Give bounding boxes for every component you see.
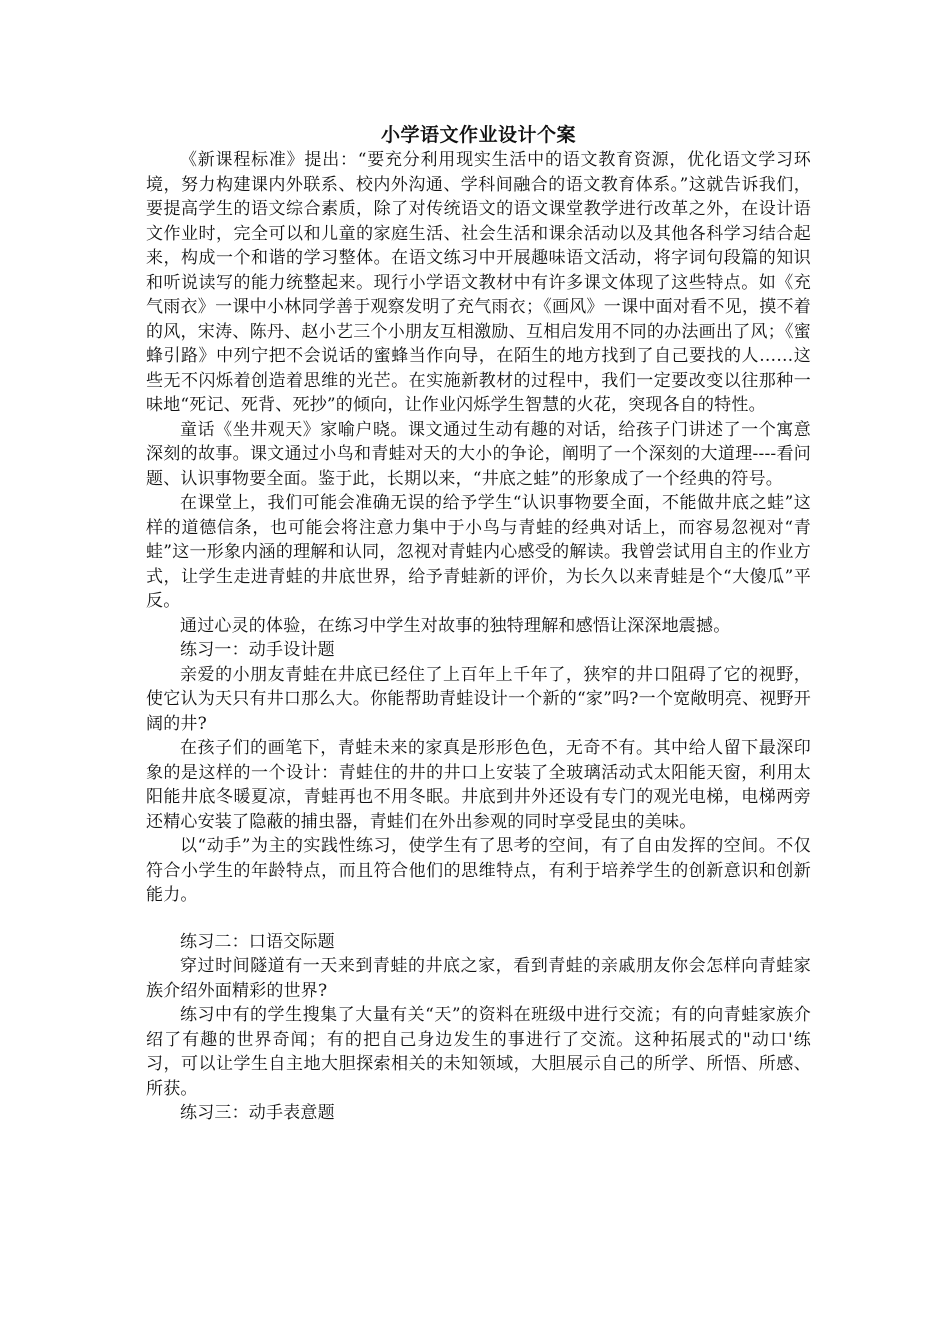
paragraph-experience: 通过心灵的体验，在练习中学生对故事的独特理解和感悟让深深地震撼。 — [180, 615, 731, 636]
exercise-1-heading: 练习一：动手设计题 — [180, 640, 335, 660]
document-body — [146, 122, 811, 1126]
exercise-1-result: 在孩子们的画笔下，青蛙未来的家真是形形色色，无奇不有。其中给人留下最深印象的是这样的一个设计：青蛙住的井的井口上安装了全玻璃活动式太阳能天窗，利用太阳能井底冬暖夏凉，青蛙再也不用冬眠。井底到井外还设有专门的观光电梯，电梯两旁还精心安装了隐蔽的捕虫器，青蛙们在外出参观的同时享受昆虫的美味。 — [146, 738, 811, 832]
paragraph-classroom: 在课堂上，我们可能会准确无误的给予学生“认识事物要全面，不能做井底之蛙”这样的道德信条，也可能会将注意力集中于小鸟与青蛙的经典对话上，而容易忽视对“青蛙”这一形象内涵的理解和认同，忽视对青蛙内心感受的解读。我曾尝试用自主的作业方式，让学生走进青蛙的井底世界，给予青蛙新的评价，为长久以来青蛙是个“大傻瓜”平反。 — [146, 493, 811, 611]
exercise-1-summary: 以“动手”为主的实践性练习，使学生有了思考的空间，有了自由发挥的空间。不仅符合小学生的年龄特点，而且符合他们的思维特点，有利于培养学生的创新意识和创新能力。 — [146, 836, 811, 905]
exercise-2-heading: 练习二：口语交际题 — [180, 931, 335, 952]
paragraph-story: 童话《坐井观天》家喻户晓。课文通过生动有趣的对话，给孩子门讲述了一个寓意深刻的故事。课文通过小鸟和青蛙对天的大小的争论，阐明了一个深刻的大道理----看问题、认识事物要全面。鉴于此，长期以来，“井底之蛙”的形象成了一个经典的符号。 — [146, 419, 811, 489]
exercise-3-heading: 练习三：动手表意题 — [180, 1103, 335, 1123]
exercise-2-result: 练习中有的学生搜集了大量有关“天”的资料在班级中进行交流；有的向青蛙家族介绍了有趣的世界奇闻；有的把自己身边发生的事进行了交流。这种拓展式的"动口'练习，可以让学生自主地大胆探索相关的未知领域，大胆展示自己的所学、所悟、所感、所获。 — [146, 1005, 811, 1099]
exercise-1-prompt: 亲爱的小朋友青蛙在井底已经住了上百年上千年了，狭窄的井口阻碍了它的视野，使它认为天只有井口那么大。你能帮助青蛙设计一个新的“家”吗?一个宽敞明亮、视野开阔的井? — [146, 664, 811, 734]
paragraph-intro: 《新课程标准》提出：“要充分利用现实生活中的语文教育资源，优化语文学习环境，努力构建课内外联系、校内外沟通、学科间融合的语文教育体系。”这就告诉我们，要提高学生的语文综合素质，除了对传统语文的语文课堂教学进行改革之外，在设计语文作业时，完全可以和儿童的家庭生活、社会生活和课余活动以及其他各科学习结合起来，构成一个和谐的学习整体。在语文练习中开展趣味语文活动，将字词句段篇的知识和听说读写的能力统整起来。现行小学语文教材中有许多课文体现了这些特点。如《充气雨衣》一课中小林同学善于观察发明了充气雨衣；《画风》一课中面对看不见，摸不着的风，宋涛、陈丹、赵小艺三个小朋友互相激励、互相启发用不同的办法画出了风；《蜜蜂引路》中列宁把不会说话的蜜蜂当作向导，在陌生的地方找到了自己要找的人……这些无不闪烁着创造着思维的光芒。在实施新教材的过程中，我们一定要改变以往那种一味地“死记、死背、死抄”的倾向，让作业闪烁学生智慧的火花，突现各自的特性。 — [146, 150, 811, 415]
document-title: 小学语文作业设计个案 — [380, 124, 576, 146]
exercise-2-prompt: 穿过时间隧道有一天来到青蛙的井底之家，看到青蛙的亲戚朋友你会怎样向青蛙家族介绍外面精彩的世界? — [146, 956, 811, 1001]
blank-line — [146, 908, 811, 930]
